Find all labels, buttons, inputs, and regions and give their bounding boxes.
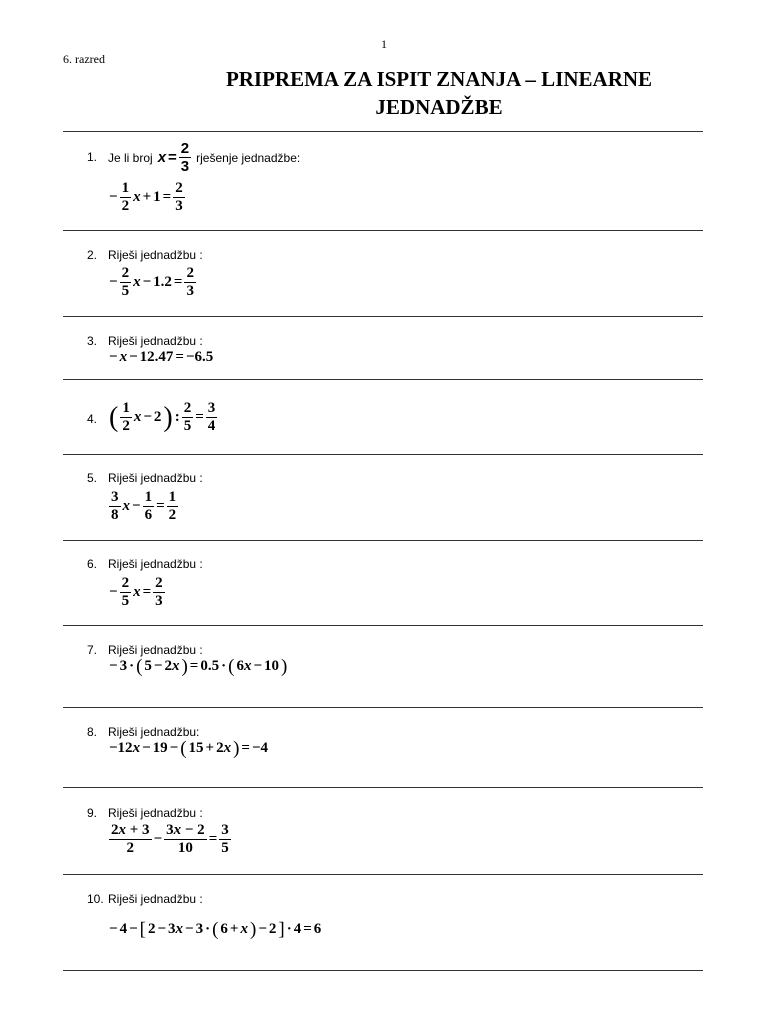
divider — [63, 707, 703, 708]
page-number: 1 — [381, 37, 387, 51]
problem-1-intro-before: Je li broj — [108, 150, 153, 165]
problem-2-equation: − $\frac{2}{5}$ x − 1.2 = $\frac{2}{3}$ — [109, 265, 194, 299]
problem-number-1: 1. — [87, 150, 98, 164]
problem-10-instruction: Riješi jednadžbu : — [108, 892, 203, 906]
problem-number-10: 10. — [87, 892, 104, 906]
problem-1-intro-after: rješenje jednadžbe: — [196, 150, 301, 165]
problem-5-instruction: Riješi jednadžbu : — [108, 471, 203, 485]
divider — [63, 131, 703, 132]
problem-8-instruction: Riješi jednadžbu: — [108, 725, 200, 739]
problem-2-instruction: Riješi jednadžbu : — [108, 248, 203, 262]
problem-6-instruction: Riješi jednadžbu : — [108, 557, 203, 571]
problem-number-6: 6. — [87, 557, 98, 571]
problem-6-equation: − $\frac{2}{5}$ x = $\frac{2}{3}$ — [109, 575, 163, 609]
problem-number-2: 2. — [87, 248, 98, 262]
problem-8-equation: −12x − 19 − ( 15 + 2x ) = −4 — [109, 738, 269, 759]
problem-number-9: 9. — [87, 806, 98, 820]
divider — [63, 316, 703, 317]
page-title: PRIPREMA ZA ISPIT ZNANJA – LINEARNE — [225, 67, 653, 91]
problem-number-5: 5. — [87, 471, 98, 485]
problem-number-8: 8. — [87, 725, 98, 739]
page-title-line2: JEDNADŽBE — [375, 95, 503, 119]
q1-candidate-math: x = $\frac{2}{3}$ — [157, 140, 190, 175]
divider — [63, 230, 703, 231]
divider — [63, 379, 703, 380]
problem-3-instruction: Riješi jednadžbu : — [108, 334, 203, 348]
divider — [63, 540, 703, 541]
divider — [63, 874, 703, 875]
problem-number-3: 3. — [87, 334, 98, 348]
problem-5-equation: $\frac{3}{8}$ x − $\frac{1}{6}$ = $\frac{1}{2}$ — [111, 489, 177, 523]
divider — [63, 625, 703, 626]
problem-1-intro — [108, 140, 300, 175]
problem-7-instruction: Riješi jednadžbu : — [108, 643, 203, 657]
problem-1-equation: − $\frac{1}{2}$ x + 1 = $\frac{2}{3}$ — [109, 180, 183, 214]
problem-3-equation: − x − 12.47 = −6.5 — [109, 349, 214, 365]
problem-4-equation: ( $\frac{1}{2}$ x − 2 ) : $\frac{2}{5}$ = $\frac{3}{4}$ — [109, 400, 216, 434]
problem-9-instruction: Riješi jednadžbu : — [108, 806, 203, 820]
divider — [63, 787, 703, 788]
problem-number-7: 7. — [87, 643, 98, 657]
grade-label: 6. razred — [63, 52, 105, 66]
problem-7-equation: − 3 · ( 5 − 2x ) = 0.5 · ( 6x − 10 ) — [109, 656, 288, 677]
problem-10-equation: − 4 − [ 2 − 3x − 3 · ( 6 + x ) − 2 ] · 4 = 6 — [109, 919, 322, 940]
divider — [63, 454, 703, 455]
problem-number-4: 4. — [87, 412, 98, 426]
problem-9-equation: $\frac{2x + 3}{2}$ − $\frac{3x - 2}{10}$ = $\frac{3}{5}$ — [111, 822, 229, 856]
divider — [63, 970, 703, 971]
